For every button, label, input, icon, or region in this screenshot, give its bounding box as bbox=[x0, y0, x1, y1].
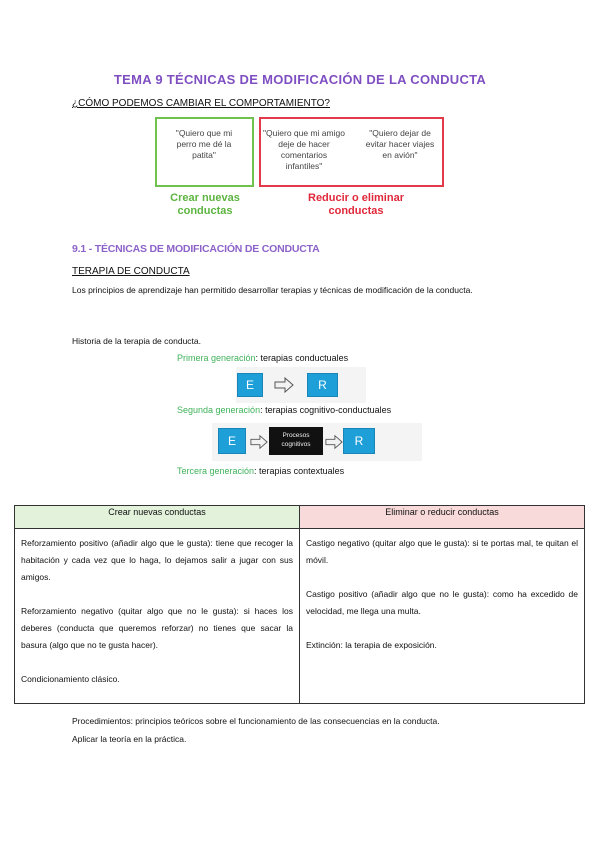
eliminate-column-header: Eliminar o reducir conductas bbox=[300, 506, 585, 529]
red-example-quote-2: "Quiero dejar de evitar hacer viajes en avión" bbox=[365, 128, 435, 160]
second-generation-line bbox=[177, 405, 391, 415]
positive-reinforcement: Reforzamiento positivo (añadir algo que le gusta): tiene que recoger la habitación y cada vez que lo haga, lo dejamos salir a jugar con sus amigos. bbox=[21, 538, 293, 582]
green-example-quote: "Quiero que mi perro me dé la patita" bbox=[175, 128, 233, 160]
stimulus-box: E bbox=[237, 373, 263, 397]
subsection-heading: TERAPIA DE CONDUCTA bbox=[72, 266, 190, 277]
first-generation-line bbox=[177, 353, 348, 363]
stimulus-box: E bbox=[218, 428, 246, 454]
reduce-behaviors-caption: Reducir o eliminar conductas bbox=[308, 192, 404, 217]
third-generation-text: : terapias contextuales bbox=[254, 466, 345, 476]
footer-notes bbox=[72, 712, 440, 748]
create-column-cell bbox=[15, 529, 300, 704]
extinction: Extinción: la terapia de exposición. bbox=[306, 640, 437, 650]
third-generation-label: Tercera generación bbox=[177, 466, 255, 476]
second-generation-text: : terapias cognitivo-conductuales bbox=[260, 405, 392, 415]
eliminate-column-cell bbox=[300, 529, 585, 704]
red-example-quote-1: "Quiero que mi amigo deje de hacer comentarios infantiles" bbox=[263, 128, 345, 171]
intro-paragraph: Los principios de aprendizaje han permitido desarrollar terapias y técnicas de modificación de la conducta. bbox=[72, 285, 473, 295]
history-label: Historia de la terapia de conducta. bbox=[72, 336, 201, 346]
first-generation-label: Primera generación bbox=[177, 353, 256, 363]
negative-punishment: Castigo negativo (quitar algo que le gusta): si te portas mal, te quitan el móvil. bbox=[306, 538, 578, 565]
arrow-right-icon bbox=[250, 434, 268, 450]
page-title: TEMA 9 TÉCNICAS DE MODIFICACIÓN DE LA CONDUCTA bbox=[113, 72, 487, 87]
response-box: R bbox=[343, 428, 375, 454]
arrow-right-icon bbox=[325, 434, 343, 450]
third-generation-line bbox=[177, 466, 344, 476]
response-box: R bbox=[307, 373, 338, 397]
practice-line: Aplicar la teoría en la práctica. bbox=[72, 734, 187, 744]
create-column-header: Crear nuevas conductas bbox=[15, 506, 300, 529]
cognitive-processes-box: Procesos cognitivos bbox=[269, 427, 323, 455]
techniques-table bbox=[14, 505, 585, 704]
question-heading: ¿CÓMO PODEMOS CAMBIAR EL COMPORTAMIENTO? bbox=[72, 98, 330, 109]
classical-conditioning: Condicionamiento clásico. bbox=[21, 674, 120, 684]
first-generation-text: : terapias conductuales bbox=[255, 353, 349, 363]
procedures-line: Procedimientos: principios teóricos sobre el funcionamiento de las consecuencias en la conducta. bbox=[72, 716, 440, 726]
positive-punishment: Castigo positivo (añadir algo que no le gusta): como ha excedido de velocidad, me llega una multa. bbox=[306, 589, 578, 616]
create-behaviors-caption: Crear nuevas conductas bbox=[170, 192, 240, 217]
arrow-right-icon bbox=[274, 377, 294, 393]
section-heading: 9.1 - TÉCNICAS DE MODIFICACIÓN DE CONDUCTA bbox=[72, 243, 320, 255]
second-generation-label: Segunda generación bbox=[177, 405, 261, 415]
negative-reinforcement: Reforzamiento negativo (quitar algo que no le gusta): si haces los deberes (conducta que queremos reforzar) no tienes que sacar la basura (algo que no te gusta hacer). bbox=[21, 606, 293, 650]
